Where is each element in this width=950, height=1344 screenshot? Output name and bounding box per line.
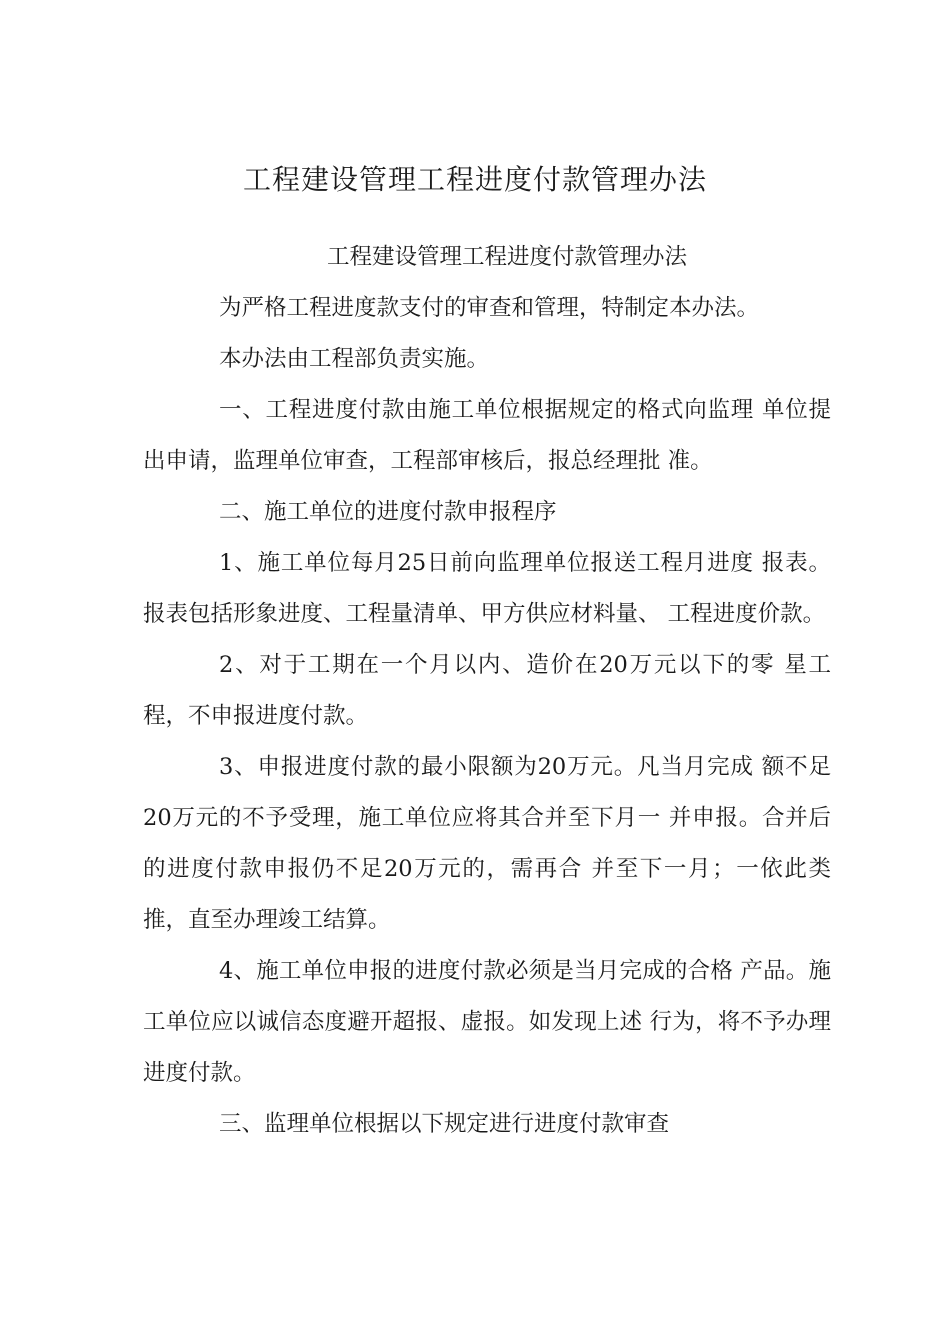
paragraph-section-one: 一、工程进度付款由施工单位根据规定的格式向监理 单位提出申请，监理单位审查，工程部审核后，报总经理批 准。 <box>143 397 831 474</box>
paragraph-section-three-heading: 三、监理单位根据以下规定进行进度付款审查 <box>219 1111 670 1137</box>
document-title: 工程建设管理工程进度付款管理办法 <box>242 163 707 196</box>
paragraph-item-2: 2、对于工期在一个月以内、造价在20万元以下的零 星工程，不申报进度付款。 <box>143 652 831 729</box>
document-body <box>143 232 831 1150</box>
paragraph-responsibility: 本办法由工程部负责实施。 <box>219 346 490 372</box>
paragraph-item-1: 1、施工单位每月25日前向监理单位报送工程月进度 报表。报表包括形象进度、工程量清单、甲方供应材料量、 工程进度价款。 <box>143 550 831 627</box>
document-subtitle: 工程建设管理工程进度付款管理办法 <box>326 244 687 270</box>
paragraph-item-3: 3、申报进度付款的最小限额为20万元。凡当月完成 额不足20万元的不予受理，施工单位应将其合并至下月一 并申报。合并后的进度付款申报仍不足20万元的，需再合 并至下一月；一依此类推，直至办理竣工结算。 <box>143 754 831 933</box>
paragraph-section-two-heading: 二、施工单位的进度付款申报程序 <box>219 499 557 525</box>
paragraph-item-4: 4、施工单位申报的进度付款必须是当月完成的合格 产品。施工单位应以诚信态度避开超报、虚报。如发现上述 行为，将不予办理进度付款。 <box>143 958 831 1086</box>
paragraph-purpose: 为严格工程进度款支付的审查和管理，特制定本办法。 <box>219 295 760 321</box>
